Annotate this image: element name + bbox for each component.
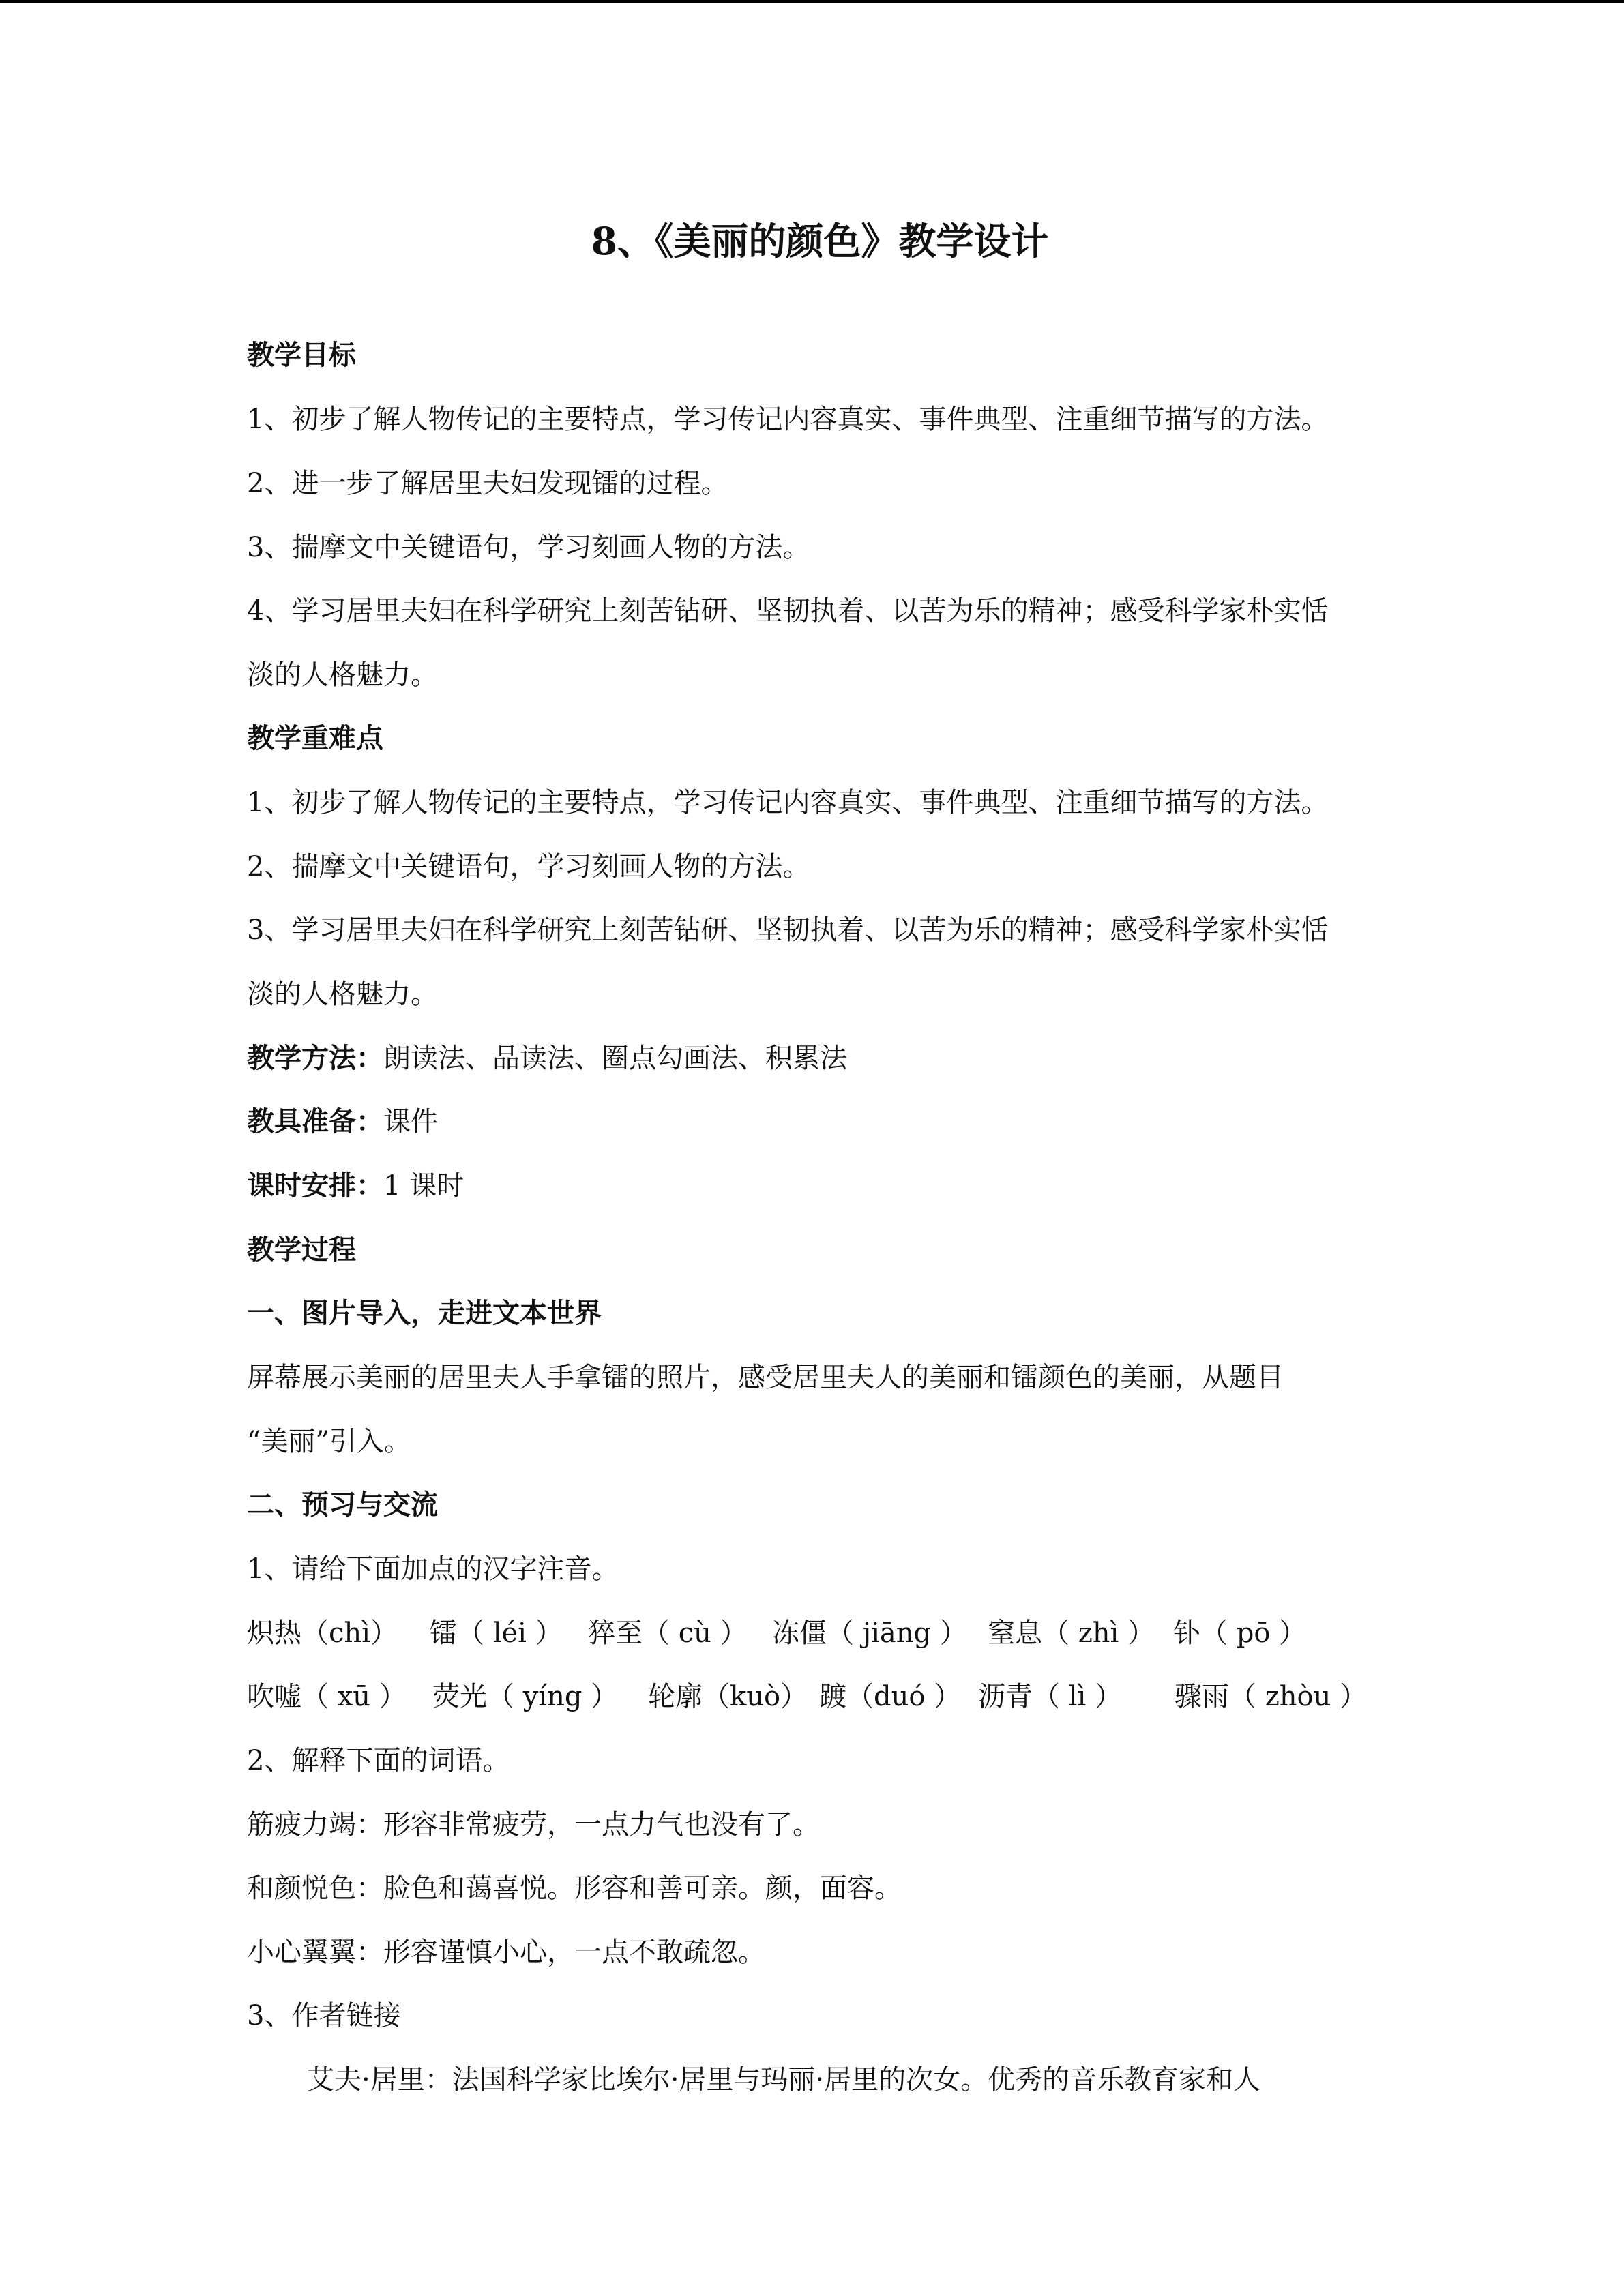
- goal-item: 3、揣摩文中关键语句，学习刻画人物的方法。: [247, 532, 810, 563]
- key-point-item: 3、学习居里夫妇在科学研究上刻苦钻研、坚韧执着、以苦为乐的精神；感受科学家朴实恬: [247, 914, 1329, 946]
- key-point-item: 2、揣摩文中关键语句，学习刻画人物的方法。: [247, 851, 810, 882]
- pinyin-entry: 踱（duó ）: [819, 1681, 962, 1712]
- term-definition: 筋疲力竭：形容非常疲劳，一点力气也没有了。: [247, 1809, 820, 1840]
- page-top-border: [0, 0, 1624, 3]
- section-heading-process: 教学过程: [247, 1234, 356, 1266]
- pinyin-entry: 骤雨（ zhòu ）: [1175, 1681, 1368, 1712]
- pinyin-entry: 镭（ léi ）: [430, 1617, 563, 1649]
- pinyin-entry: 猝至（ cù ）: [588, 1617, 748, 1649]
- pinyin-entry: 轮廓（kuò）: [648, 1681, 808, 1712]
- key-point-item: 淡的人格魅力。: [247, 979, 438, 1010]
- paragraph-line: 屏幕展示美丽的居里夫人手拿镭的照片，感受居里夫人的美丽和镭颜色的美丽，从题目: [247, 1362, 1284, 1393]
- teaching-tools-label: 教具准备：: [247, 1105, 383, 1137]
- pinyin-entry: 冻僵（ jiāng ）: [772, 1617, 967, 1649]
- pinyin-row: [247, 1614, 1306, 1652]
- document-title: 8、《美丽的颜色》教学设计: [591, 219, 1049, 263]
- pinyin-row: [247, 1678, 1367, 1716]
- term-definition: 和颜悦色：脸色和蔼喜悦。形容和善可亲。颜，面容。: [247, 1873, 902, 1904]
- pinyin-entry: 炽热（chì）: [247, 1617, 398, 1649]
- pinyin-entry: 沥青（ lì ）: [978, 1681, 1123, 1712]
- pinyin-entry: 窒息（ zhì ）: [988, 1617, 1155, 1649]
- goal-item: 淡的人格魅力。: [247, 659, 438, 691]
- class-schedule-value: 1 课时: [383, 1170, 464, 1202]
- teaching-methods-value: 朗读法、品读法、圈点勾画法、积累法: [383, 1043, 847, 1074]
- section-heading-key-points: 教学重难点: [247, 722, 383, 754]
- goal-item: 4、学习居里夫妇在科学研究上刻苦钻研、坚韧执着、以苦为乐的精神；感受科学家朴实恬: [247, 595, 1329, 627]
- process-step-heading: 一、图片导入，走进文本世界: [247, 1297, 602, 1329]
- goal-item: 1、初步了解人物传记的主要特点，学习传记内容真实、事件典型、注重细节描写的方法。: [247, 404, 1329, 435]
- process-step-heading: 二、预习与交流: [247, 1489, 438, 1521]
- section-heading-goals: 教学目标: [247, 339, 356, 371]
- exercise-question: 3、作者链接: [247, 2000, 401, 2031]
- class-schedule-label: 课时安排：: [247, 1169, 383, 1202]
- paragraph-line: “美丽”引入。: [247, 1426, 411, 1457]
- term-definition: 小心翼翼：形容谨慎小心，一点不敢疏忽。: [247, 1937, 765, 1968]
- pinyin-entry: 吹嘘（ xū ）: [247, 1681, 407, 1712]
- teaching-methods-label: 教学方法：: [247, 1042, 383, 1074]
- exercise-question: 2、解释下面的词语。: [247, 1745, 510, 1776]
- key-point-item: 1、初步了解人物传记的主要特点，学习传记内容真实、事件典型、注重细节描写的方法。: [247, 787, 1329, 818]
- teaching-tools-value: 课件: [383, 1106, 438, 1137]
- teaching-methods: [247, 1039, 847, 1077]
- exercise-question: 1、请给下面加点的汉字注音。: [247, 1553, 619, 1585]
- author-paragraph: 艾夫·居里：法国科学家比埃尔·居里与玛丽·居里的次女。优秀的音乐教育家和人: [307, 2064, 1261, 2096]
- pinyin-entry: 荧光（ yíng ）: [432, 1681, 619, 1712]
- teaching-tools: [247, 1103, 438, 1141]
- class-schedule: [247, 1167, 464, 1205]
- goal-item: 2、进一步了解居里夫妇发现镭的过程。: [247, 468, 728, 499]
- pinyin-entry: 钋（ pō ）: [1173, 1617, 1307, 1649]
